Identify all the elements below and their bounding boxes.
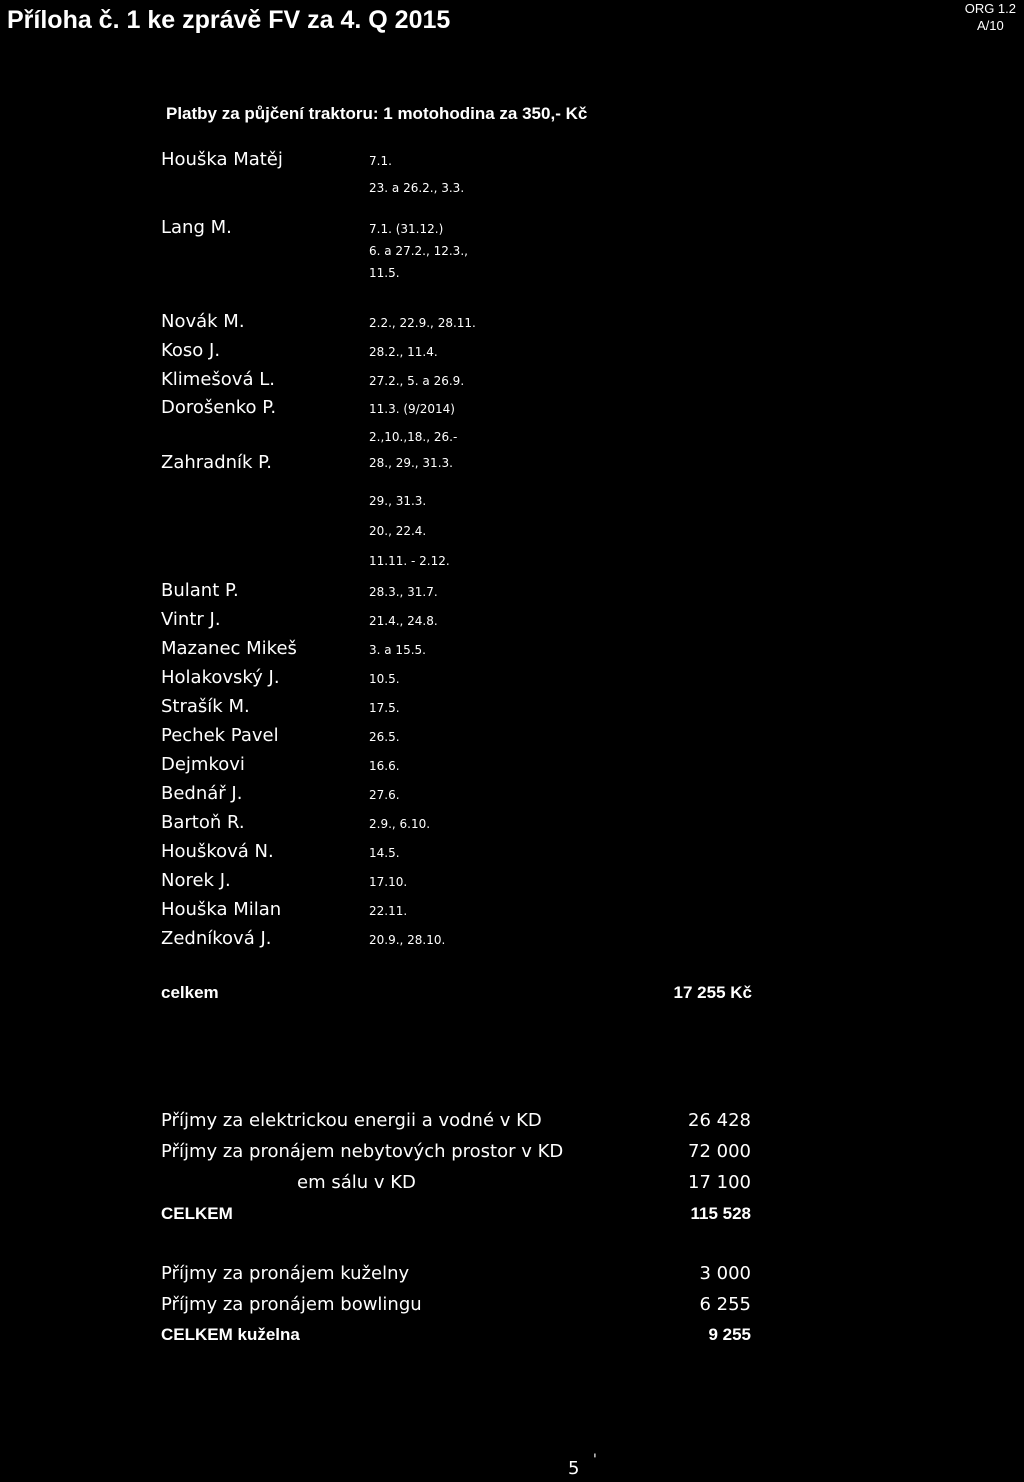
income-value: 26 428 [688,1110,751,1131]
income-total-label: CELKEM [161,1204,233,1223]
renter-name: Vintr J. [161,609,221,630]
rental-dates: 20.9., 28.10. [369,933,446,947]
org-reference [965,0,1016,34]
renter-name: Norek J. [161,870,231,891]
renter-name: Koso J. [161,340,221,361]
renter-name: Holakovský J. [161,667,280,688]
rental-dates: 27.2., 5. a 26.9. [369,374,465,388]
org-subcode: A/10 [976,18,1004,33]
renter-name: Strašík M. [161,696,250,717]
renter-name: Pechek Pavel [161,725,279,746]
page-title: Příloha č. 1 ke zprávě FV za 4. Q 2015 [7,6,451,34]
income-value: 72 000 [688,1141,751,1162]
rental-dates: 26.5. [369,730,400,744]
rental-dates: 23. a 26.2., 3.3. [369,181,465,195]
rental-dates: 14.5. [369,846,400,860]
rental-dates: 20., 22.4. [369,524,427,538]
bowling-label: Příjmy za pronájem bowlingu [161,1294,422,1315]
renter-name: Klimešová L. [161,369,275,390]
renter-name: Bednář J. [161,783,243,804]
bowling-value: 6 255 [699,1294,751,1315]
income-total-value: 115 528 [690,1204,751,1223]
income-label: Příjmy za elektrickou energii a vodné v KD [161,1110,542,1131]
renter-name: Mazanec Mikeš [161,638,297,659]
renter-name: Dejmkovi [161,754,245,775]
rental-dates: 28.3., 31.7. [369,585,438,599]
page-number: 5 [568,1458,580,1479]
rental-dates: 29., 31.3. [369,494,427,508]
rental-dates: 22.11. [369,904,408,918]
rental-dates: 7.1. (31.12.) [369,222,444,236]
rental-dates: 2.9., 6.10. [369,817,431,831]
rental-dates: 2.,10.,18., 26.- [369,430,458,444]
rental-dates: 2.2., 22.9., 28.11. [369,316,476,330]
renter-name: Zedníková J. [161,928,272,949]
renter-name: Zahradník P. [161,452,272,473]
rental-dates: 17.5. [369,701,400,715]
rental-dates: 3. a 15.5. [369,643,426,657]
tractor-total-amount: 17 255 Kč [673,983,752,1002]
rental-dates: 16.6. [369,759,400,773]
income-value: 17 100 [688,1172,751,1193]
tractor-section-title: Platby za půjčení traktoru: 1 motohodina za 350,- Kč [166,104,588,123]
renter-name: Novák M. [161,311,245,332]
renter-name: Houška Milan [161,899,282,920]
renter-name: Dorošenko P. [161,397,277,418]
rental-dates: 11.5. [369,266,400,280]
bowling-value: 3 000 [699,1263,751,1284]
renter-name: Bartoň R. [161,812,245,833]
bowling-label: Příjmy za pronájem kuželny [161,1263,410,1284]
rental-dates: 11.3. (9/2014) [369,402,455,416]
bowling-total-value: 9 255 [708,1325,751,1344]
bowling-total-label: CELKEM kuželna [161,1325,300,1344]
renter-name: Houšková N. [161,841,274,862]
rental-dates: 21.4., 24.8. [369,614,438,628]
income-label: em sálu v KD [297,1172,416,1193]
rental-dates: 11.11. - 2.12. [369,554,450,568]
tractor-total-label: celkem [161,983,219,1002]
page-mark: ' [593,1452,597,1468]
rental-dates: 10.5. [369,672,400,686]
rental-dates: 28., 29., 31.3. [369,456,453,470]
rental-dates: 28.2., 11.4. [369,345,438,359]
rental-dates: 27.6. [369,788,400,802]
org-code: ORG 1.2 [964,1,1016,16]
rental-dates: 6. a 27.2., 12.3., [369,244,468,258]
renter-name: Bulant P. [161,580,239,601]
rental-dates: 7.1. [369,154,392,168]
rental-dates: 17.10. [369,875,408,889]
renter-name: Lang M. [161,217,232,238]
renter-name: Houška Matěj [161,149,283,170]
income-label: Příjmy za pronájem nebytových prostor v KD [161,1141,564,1162]
